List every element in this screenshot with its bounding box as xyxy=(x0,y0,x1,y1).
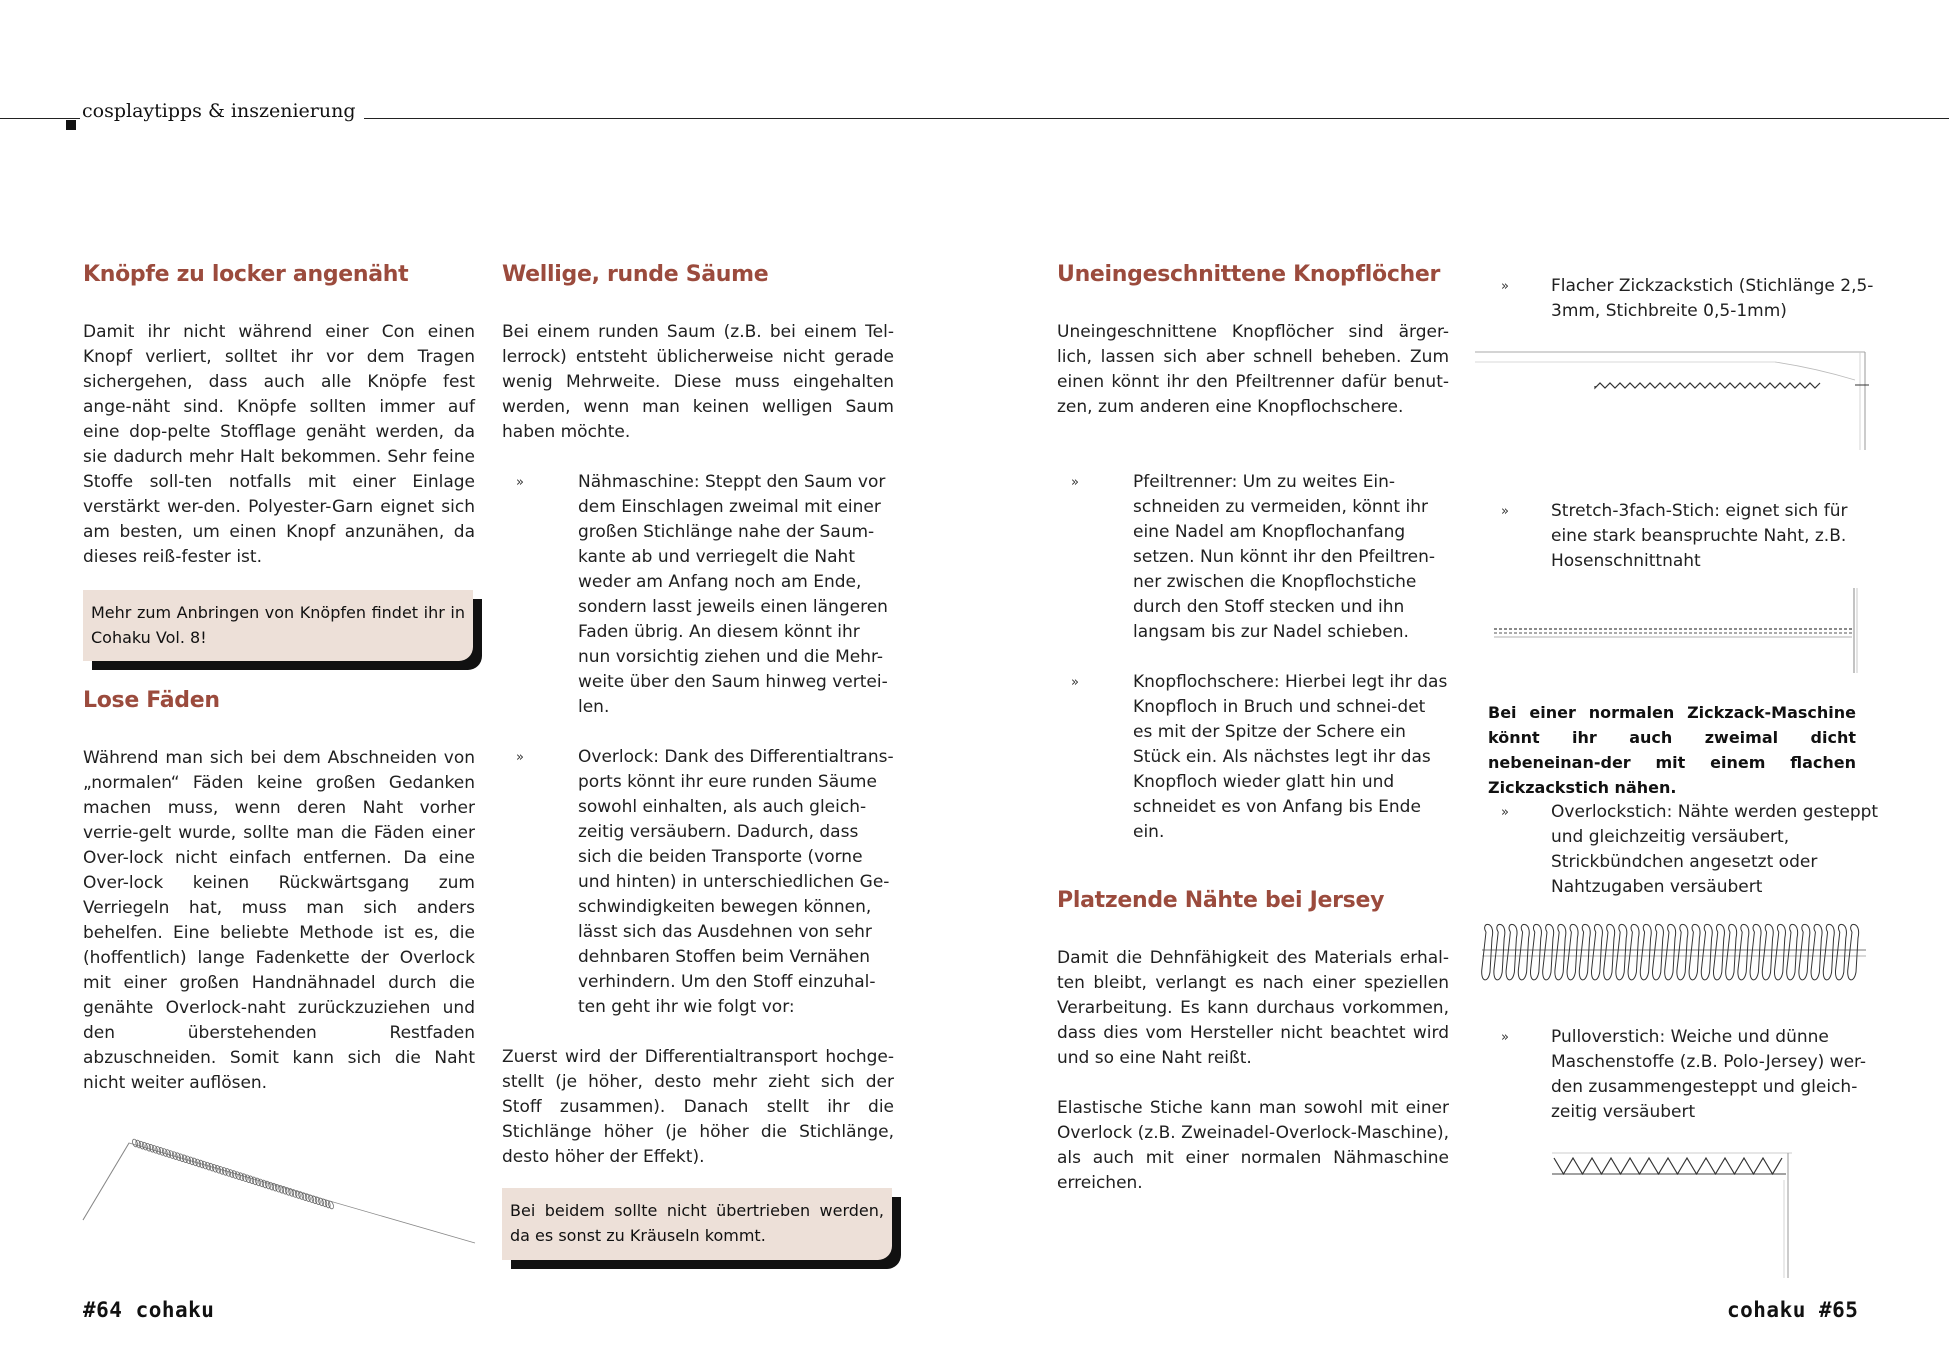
bullet-text: Flacher Zickzackstich (Stichlänge 2,5-3mm, Stichbreite 0,5-1mm) xyxy=(1551,276,1874,321)
bullet-zigzag xyxy=(1487,274,1880,324)
bold-note-zigzag: Bei einer normalen Zickzack-Maschine könnt ihr auch zweimal dicht nebeneinan-der mit einem flachen Zickzackstich nähen. xyxy=(1488,703,1856,797)
heading-buttonholes: Uneingeschnittene Knopflöcher xyxy=(1057,262,1441,287)
paragraph-jersey-1: Damit die Dehnfähigkeit des Materials erhal-ten bleibt, verlangt es nach einer speziellen Verarbeitung. Es kann durchaus vorkommen, dass dies vom Hersteller nicht beachtet wird und so eine Naht reißt. xyxy=(1057,948,1449,1068)
page-number-right: cohaku #65 xyxy=(1727,1298,1859,1322)
bullet-mark: » xyxy=(1071,475,1079,490)
column-3 xyxy=(1057,260,1449,1196)
bullet-text: Pulloverstich: Weiche und dünne Maschenstoffe (z.B. Polo-Jersey) wer-den zusammengesteppt und gleich-zeitig versäubert xyxy=(1551,1027,1867,1122)
paragraph-threads: Während man sich bei dem Abschneiden von „normalen“ Fäden keine großen Gedanken machen muss, wenn deren Naht vorher verrie-gelt wurde, sollte man die Fäden einer Over-lock nicht einfach entfernen. Da eine Over-lock keinen Rückwärtsgang zum Verriegeln hat, muss man sich anders behelfen. Eine beliebte Methode ist es, die (hoffentlich) lange Fadenkette der Overlock mit einer großen Handnähnadel durch die genähte Overlock-naht zurückzuziehen und den überstehenden Restfaden abzuschneiden. Somit kann sich die Naht nicht weiter auflösen. xyxy=(83,748,475,1093)
heading-buttons: Knöpfe zu locker angenäht xyxy=(83,262,409,287)
column-2 xyxy=(502,260,894,1170)
bullet-text: Pfeiltrenner: Um zu weites Ein-schneiden zu vermeiden, könnt ihr eine Nadel am Knopflochanfang setzen. Nun könnt ihr den Pfeiltren-ner zwischen die Knopflochstiche durch den Stoff stecken und ihn langsam bis zur Nadel schieben. xyxy=(1133,472,1435,642)
pullover-stitch-illustration xyxy=(1552,1150,1792,1280)
heading-hems: Wellige, runde Säume xyxy=(502,262,769,287)
header-square-icon xyxy=(66,120,76,130)
bullet-text: Knopflochschere: Hierbei legt ihr das Knopfloch in Bruch und schnei-det es mit der Spitze der Schere ein Stück ein. Als nächstes legt ihr das Knopfloch wieder glatt hin und schneidet es von Anfang bis Ende ein. xyxy=(1133,672,1448,842)
overlock-stitch-illustration xyxy=(1482,918,1866,988)
triple-stretch-stitch-illustration xyxy=(1490,588,1870,673)
heading-threads: Lose Fäden xyxy=(83,688,220,713)
bullet-text: Overlockstich: Nähte werden gesteppt und gleichzeitig versäubert, Strickbündchen angesetzt oder Nahtzugaben versäubert xyxy=(1551,802,1879,897)
bullet-overlock-stitch xyxy=(1487,800,1880,900)
bullet-mark: » xyxy=(516,750,524,765)
bullet-seam-ripper xyxy=(1057,470,1449,645)
zigzag-stitch-illustration xyxy=(1475,350,1870,455)
overlock-chain-illustration xyxy=(83,1135,475,1250)
bullet-mark: » xyxy=(1501,279,1509,294)
bullet-text: Nähmaschine: Steppt den Saum vor dem Einschlagen zweimal mit einer großen Stichlänge nahe der Saum-kante ab und verriegelt die Naht weder am Anfang noch am Ende, sondern lasst jeweils einen längeren Faden übrig. An diesem könnt ihr nun vorsichtig ziehen und die Mehr-weite über den Saum hinweg vertei-len. xyxy=(578,472,888,717)
note-buttons: Mehr zum Anbringen von Knöpfen findet ihr in Cohaku Vol. 8! xyxy=(83,590,473,661)
bullet-mark: » xyxy=(1501,1030,1509,1045)
column-1 xyxy=(83,260,475,570)
section-title: cosplaytipps & inszenierung xyxy=(80,98,364,124)
bullet-mark: » xyxy=(516,475,524,490)
column-1-lower xyxy=(83,686,475,1096)
bullet-buttonhole-scissors xyxy=(1057,670,1449,845)
stitch-tip xyxy=(1488,700,1856,800)
bullet-text: Overlock: Dank des Differentialtrans-ports könnt ihr eure runden Säume sowohl einhalten, als auch gleich-zeitig versäubern. Dadurch, dass sich die beiden Transporte (vorne und hinten) in unterschiedlichen Ge-schwindigkeiten bewegen können, lässt sich das Ausdehnen von sehr dehnbaren Stoffen beim Vernähen verhindern. Um den Stoff einzuhal-ten geht ihr wie folgt vor: xyxy=(578,747,894,1017)
bullet-mark: » xyxy=(1501,805,1509,820)
page-number-left: #64 cohaku xyxy=(83,1298,215,1322)
paragraph-buttons: Damit ihr nicht während einer Con einen Knopf verliert, solltet ihr vor dem Tragen sichergehen, dass auch alle Knöpfe fest ange-näht sind. Knöpfe sollten immer auf eine dop-pelte Stofflage genäht werden, da sie dadurch mehr Halt bekommen. Sehr feine Stoffe soll-ten notfalls mit einer Einlage verstärkt wer-den. Polyester-Garn eignet sich am besten, um einen Knopf anzunähen, da dieses reiß-fester ist. xyxy=(83,322,475,567)
bullet-overlock xyxy=(502,745,894,1020)
bullet-mark: » xyxy=(1501,504,1509,519)
paragraph-hems-outro: Zuerst wird der Differentialtransport hochge-stellt (je höher, desto mehr zieht sich der Stoff zusammen). Danach stellt ihr die Stichlänge höher (je höher die Stichlänge, desto höher der Effekt). xyxy=(502,1047,894,1167)
paragraph-buttonholes: Uneingeschnittene Knopflöcher sind ärger-lich, lassen sich aber schnell beheben. Zum einen könnt ihr den Pfeiltrenner dafür benut-zen, zum anderen eine Knopflochschere. xyxy=(1057,322,1449,417)
bullet-mark: » xyxy=(1071,675,1079,690)
bullet-stretch xyxy=(1487,499,1880,574)
bullet-sewing-machine xyxy=(502,470,894,720)
bullet-pullover-stitch xyxy=(1487,1025,1880,1125)
paragraph-jersey-2: Elastische Stiche kann man sowohl mit einer Overlock (z.B. Zweinadel-Overlock-Maschine), als auch mit einer normalen Nähmaschine erreichen. xyxy=(1057,1098,1449,1193)
paragraph-hems-intro: Bei einem runden Saum (z.B. bei einem Tel-lerrock) entsteht üblicherweise nicht gerade wenig Mehrweite. Diese muss eingehalten werden, wenn man keinen welligen Saum haben möchte. xyxy=(502,322,894,442)
bullet-text: Stretch-3fach-Stich: eignet sich für eine stark beanspruchte Naht, z.B. Hosenschnittnaht xyxy=(1551,501,1848,571)
note-hems: Bei beidem sollte nicht übertrieben werden, da es sonst zu Kräuseln kommt. xyxy=(502,1188,892,1260)
heading-jersey: Platzende Nähte bei Jersey xyxy=(1057,888,1385,913)
